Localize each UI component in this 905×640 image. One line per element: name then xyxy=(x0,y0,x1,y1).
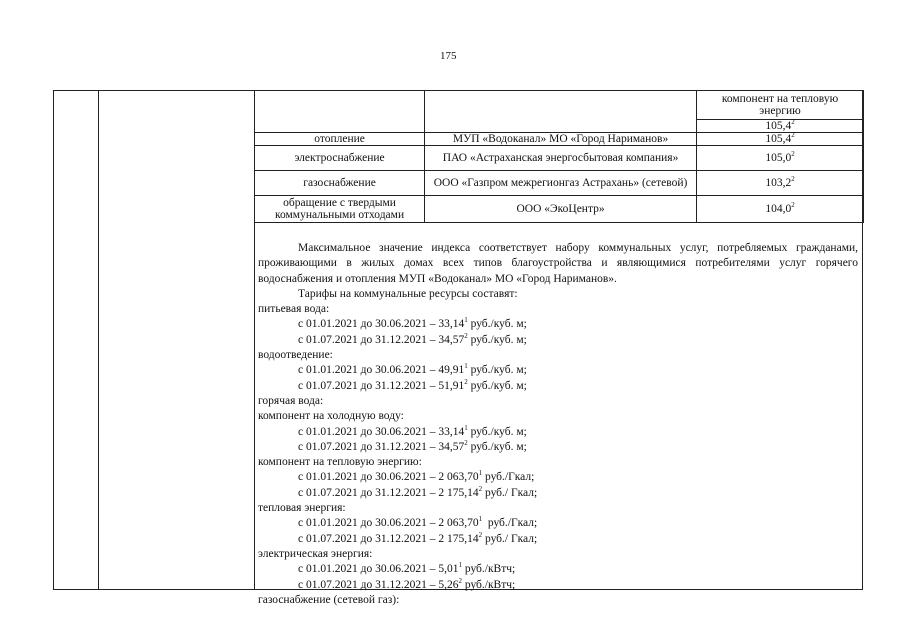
value-sup: 2 xyxy=(791,131,795,140)
table-cell xyxy=(697,120,864,133)
tariff-footnote-sup: 2 xyxy=(478,530,483,539)
tariff-footnote-sup: 1 xyxy=(464,362,468,371)
header-component-label: компонент на тепловую энергию xyxy=(721,93,839,117)
tariff-section-label: электрическая энергия: xyxy=(258,547,373,560)
table-cell xyxy=(697,171,864,196)
tariff-section-label: газоснабжение (сетевой газ): xyxy=(258,593,400,606)
tariff-period-line xyxy=(258,562,858,577)
value-text: 105,4 xyxy=(765,120,792,132)
value-sup: 2 xyxy=(791,150,795,159)
column-divider xyxy=(98,91,99,589)
service-name: электроснабжение xyxy=(294,152,385,164)
table-cell xyxy=(697,133,864,146)
tariff-description xyxy=(258,241,858,608)
tariff-sections xyxy=(258,302,858,608)
tariff-unit: руб./куб. м; xyxy=(467,440,527,453)
tariff-period-line xyxy=(258,363,858,378)
tariff-period-line xyxy=(258,486,858,501)
tariff-period-line xyxy=(258,470,858,485)
table-row xyxy=(255,91,864,120)
tariff-section-label: горячая вода: xyxy=(258,394,324,407)
table-row xyxy=(255,146,864,171)
tariff-footnote-sup: 2 xyxy=(464,331,468,340)
tariff-unit: руб./куб. м; xyxy=(467,333,527,346)
provider-name: МУП «Водоканал» МО «Город Нариманов» xyxy=(452,133,669,145)
tariff-unit: руб./ Гкал; xyxy=(482,532,538,545)
table-cell xyxy=(425,171,697,196)
value-sup: 2 xyxy=(791,118,795,127)
tariff-footnote-sup: 1 xyxy=(464,316,468,325)
value-text: 103,2 xyxy=(765,177,792,189)
provider-name: ПАО «Астраханская энергосбытовая компания» xyxy=(442,152,679,164)
table-cell xyxy=(255,146,425,171)
service-name: газоснабжение xyxy=(303,177,376,189)
tariff-section-label: компонент на тепловую энергию: xyxy=(258,456,422,469)
service-name: обращение с твердыми коммунальными отходами xyxy=(274,197,405,221)
tariff-period-line xyxy=(258,578,858,593)
table-cell xyxy=(425,146,697,171)
value-text: 104,0 xyxy=(765,203,792,215)
tariff-period-line xyxy=(258,516,858,531)
tariff-footnote-sup: 2 xyxy=(464,439,468,448)
table-cell xyxy=(255,91,425,133)
tariff-period-line xyxy=(258,379,858,394)
tariff-unit: руб./куб. м; xyxy=(467,425,527,438)
tariff-period-text: с 01.07.2021 до 31.12.2021 – 2 175,14 xyxy=(298,532,479,545)
tariff-period-text: с 01.01.2021 до 30.06.2021 – 2 063,70 xyxy=(298,517,479,530)
tariff-section-label: компонент на холодную воду: xyxy=(258,410,404,423)
tariff-unit: руб./Гкал; xyxy=(482,471,535,484)
table-cell xyxy=(255,133,425,146)
tariff-period-text: с 01.01.2021 до 30.06.2021 – 33,14 xyxy=(298,425,465,438)
tariff-unit: руб./куб. м; xyxy=(467,318,527,331)
tariff-period-line xyxy=(258,532,858,547)
tariff-footnote-sup: 1 xyxy=(458,561,462,570)
tariff-section-label: водоотведение: xyxy=(258,349,333,362)
tariff-footnote-sup: 2 xyxy=(464,377,468,386)
tariff-unit: руб./кВтч; xyxy=(461,563,516,576)
table-cell xyxy=(697,91,864,120)
tariff-unit: руб./кВтч; xyxy=(461,578,516,591)
tariff-footnote-sup: 1 xyxy=(478,515,483,524)
tariff-unit: руб./Гкал; xyxy=(482,517,538,530)
tariff-footnote-sup: 2 xyxy=(478,484,483,493)
tariff-period-text: с 01.07.2021 до 31.12.2021 – 51,91 xyxy=(298,379,465,392)
value-sup: 2 xyxy=(791,175,795,184)
table-cell xyxy=(255,196,425,223)
tariff-footnote-sup: 1 xyxy=(478,469,483,478)
tariff-footnote-sup: 2 xyxy=(458,576,462,585)
table-cell xyxy=(425,196,697,223)
tariff-period-text: с 01.01.2021 до 30.06.2021 – 5,01 xyxy=(298,563,459,576)
tariff-period-text: с 01.07.2021 до 31.12.2021 – 34,57 xyxy=(298,333,465,346)
tariff-period-text: с 01.07.2021 до 31.12.2021 – 5,26 xyxy=(298,578,459,591)
tariff-period-line xyxy=(258,317,858,332)
value-text: 105,0 xyxy=(765,152,792,164)
tariff-section-label: питьевая вода: xyxy=(258,303,330,316)
tariff-section-label: тепловая энергия: xyxy=(258,502,346,515)
value-text: 105,4 xyxy=(765,133,792,145)
tariff-footnote-sup: 1 xyxy=(464,423,468,432)
table-cell xyxy=(255,171,425,196)
tariff-unit: руб./ Гкал; xyxy=(482,486,538,499)
table-cell xyxy=(425,133,697,146)
document-frame xyxy=(53,90,863,606)
tariff-period-line xyxy=(258,425,858,440)
tariff-period-line xyxy=(258,440,858,455)
tariff-unit: руб./куб. м; xyxy=(467,379,527,392)
tariffs-intro: Тарифы на коммунальные ресурсы составят: xyxy=(298,287,518,300)
table-row xyxy=(255,171,864,196)
table-cell xyxy=(425,91,697,133)
page-number: 175 xyxy=(440,50,457,62)
table-row xyxy=(255,133,864,146)
max-index-paragraph: Максимальное значение индекса соответствует набору коммунальных услуг, потребляемых гражданами, проживающими в жилых домах всех типов благоустройства и являющимися потребителями услуг горячего водоснабжения и отопления МУП «Водоканал» МО «Город Нариманов». xyxy=(258,242,858,285)
tariff-period-text: с 01.07.2021 до 31.12.2021 – 34,57 xyxy=(298,440,465,453)
tariff-unit: руб./куб. м; xyxy=(467,364,527,377)
service-name: отопление xyxy=(314,133,365,145)
provider-name: ООО «ЭкоЦентр» xyxy=(516,203,605,215)
tariff-period-text: с 01.01.2021 до 30.06.2021 – 49,91 xyxy=(298,364,465,377)
tariff-period-line xyxy=(258,333,858,348)
table-cell xyxy=(697,196,864,223)
value-sup: 2 xyxy=(791,201,795,210)
tariff-period-text: с 01.01.2021 до 30.06.2021 – 33,14 xyxy=(298,318,465,331)
table-cell xyxy=(697,146,864,171)
tariff-period-text: с 01.01.2021 до 30.06.2021 – 2 063,70 xyxy=(298,471,479,484)
provider-name: ООО «Газпром межрегионгаз Астрахань» (сетевой) xyxy=(433,177,688,189)
tariff-period-text: с 01.07.2021 до 31.12.2021 – 2 175,14 xyxy=(298,486,479,499)
table-row xyxy=(255,196,864,223)
tariff-table xyxy=(254,90,864,223)
